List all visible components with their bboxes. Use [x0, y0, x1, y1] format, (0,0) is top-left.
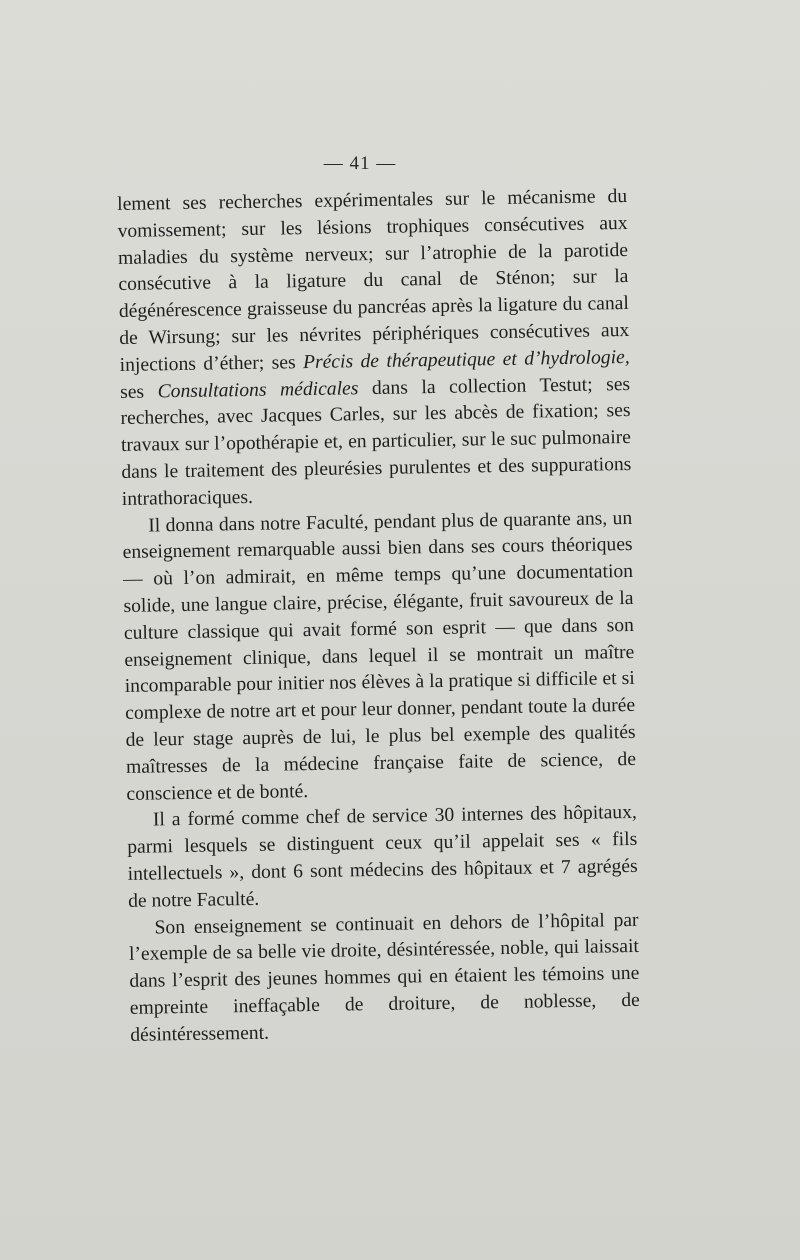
italic-title-consultations: Consultations médicales: [157, 377, 359, 402]
text-segment: lement ses recherches expérimentales sur le mécanisme du vomissement; sur les lésions trophiques consécutives aux maladies du système nerveux; sur l’atrophie de la parotide consécutive à la ligature du canal de Sténon; sur la dégénérescence graisseuse du pancréas après la ligature du canal de Wirsung; sur les névrites périphériques consécutives aux injections d’éther; ses: [117, 185, 630, 376]
text-segment: Il a formé comme chef de service 30 internes des hôpitaux, parmi lesquels se distinguent ceux qu’il appelait ses « fils intellectuels », dont 6 sont médecins des hôpitaux et 7 agrégés de notre Faculté.: [127, 802, 638, 912]
page-number: — 41 —: [323, 153, 397, 174]
italic-title-precis: Précis de thérapeutique et d’hydrologie,: [302, 346, 630, 373]
paragraph-2: [122, 506, 637, 809]
text-segment: dans la collection Testut; ses recherches, avec Jacques Carles, sur les abcès de fixation; ses travaux sur l’opothérapie et, en particulier, sur le suc pulmonaire dans le traitement des pleurésies purulentes et des suppurations intrathoraciques.: [120, 373, 632, 510]
text-segment: Il donna dans notre Faculté, pendant plus de quarante ans, un enseignement remarquable aussi bien dans ses cours théoriques — où l’on admirait, en même temps qu’une documentation solide, une langue claire, précise, élégante, fruit savoureux de la culture classique qui avait formé son esprit — que dans son enseignement clinique, dans lequel il se montrait un maître incomparable pour initier nos élèves à la pratique si difficile et si complexe de notre art et pour leur donner, pendant toute la durée de leur stage auprès de lui, le plus bel exemple des qualités maîtresses de la médecine française faite de science, de conscience et de bonté.: [122, 507, 637, 805]
text-segment: Son enseignement se continuait en dehors de l’hôpital par l’exemple de sa belle vie droite, désintéressée, noble, qui laissait dans l’esprit des jeunes hommes qui en étaient les témoins une empreinte ineffaçable de droiture, de noblesse, de désintéressement.: [128, 909, 640, 1046]
paragraph-3: [127, 800, 639, 915]
paragraph-1: [117, 184, 632, 514]
paragraph-4: [128, 907, 640, 1049]
body-text: [117, 184, 640, 1049]
text-segment: ses: [119, 380, 158, 403]
